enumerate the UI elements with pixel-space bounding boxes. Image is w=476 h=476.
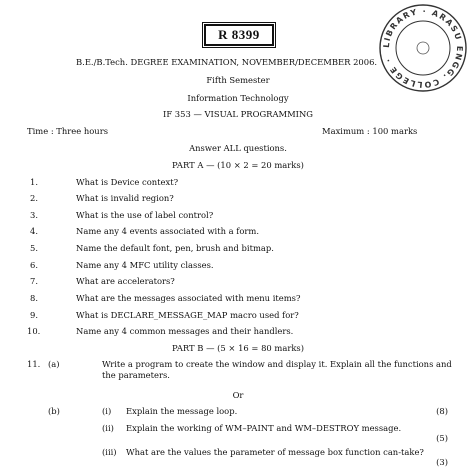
time-label: Time : Three hours (27, 126, 108, 136)
semester: Fifth Semester (206, 75, 270, 85)
paper-code: R 8399 (204, 24, 274, 46)
q-number: 8. (30, 293, 38, 303)
q-text: What is the use of label control? (76, 210, 214, 220)
q-number: 5. (30, 243, 38, 253)
marks: (8) (436, 406, 448, 416)
part-a-heading: PART A — (10 × 2 = 20 marks) (172, 160, 304, 170)
marks: (5) (436, 433, 448, 443)
q-number: 4. (30, 226, 38, 236)
or-separator: Or (232, 390, 244, 400)
q-number: 7. (30, 276, 38, 286)
option-label: (b) (48, 406, 60, 416)
subject: IF 353 — VISUAL PROGRAMMING (163, 109, 313, 119)
q-text: What is invalid region? (76, 193, 174, 203)
q-number: 9. (30, 310, 38, 320)
sub-label: (ii) (102, 423, 114, 433)
q-number: 6. (30, 260, 38, 270)
stamp-text: LIBRARY · ARASU ENGG. COLLEGE · (381, 6, 465, 90)
q-text: Name any 4 MFC utility classes. (76, 260, 214, 270)
q-text: Name any 4 common messages and their handlers. (76, 326, 294, 336)
q-text: Name the default font, pen, brush and bitmap. (76, 243, 274, 253)
q-text: Write a program to create the window and display it. Explain all the functions and the parameters. (102, 359, 452, 380)
q-text: What is Device context? (76, 177, 179, 187)
q-text: Name any 4 events associated with a form. (76, 226, 260, 236)
marks: (3) (436, 457, 448, 467)
q-number: 1. (30, 177, 38, 187)
q-text: What are the messages associated with menu items? (76, 293, 301, 303)
exam-title: B.E./B.Tech. DEGREE EXAMINATION, NOVEMBER/DECEMBER 2006. (76, 57, 378, 67)
q-number: 11. (27, 359, 41, 369)
q-text: What are accelerators? (76, 276, 175, 286)
q-text: What are the values the parameter of message box function can-take? (126, 447, 424, 457)
instruction: Answer ALL questions. (189, 143, 287, 153)
q-number: 10. (27, 326, 41, 336)
q-text: Explain the message loop. (126, 406, 238, 416)
q-text: What is DECLARE_MESSAGE_MAP macro used for? (76, 310, 299, 320)
q-number: 3. (30, 210, 38, 220)
max-marks: Maximum : 100 marks (322, 126, 418, 136)
sub-label: (i) (102, 406, 112, 416)
sub-label: (iii) (102, 447, 117, 457)
q-text: Explain the working of WM–PAINT and WM–DESTROY message. (126, 423, 402, 433)
q-number: 2. (30, 193, 38, 203)
option-label: (a) (48, 359, 60, 369)
branch: Information Technology (187, 93, 289, 103)
part-b-heading: PART B — (5 × 16 = 80 marks) (171, 343, 304, 353)
